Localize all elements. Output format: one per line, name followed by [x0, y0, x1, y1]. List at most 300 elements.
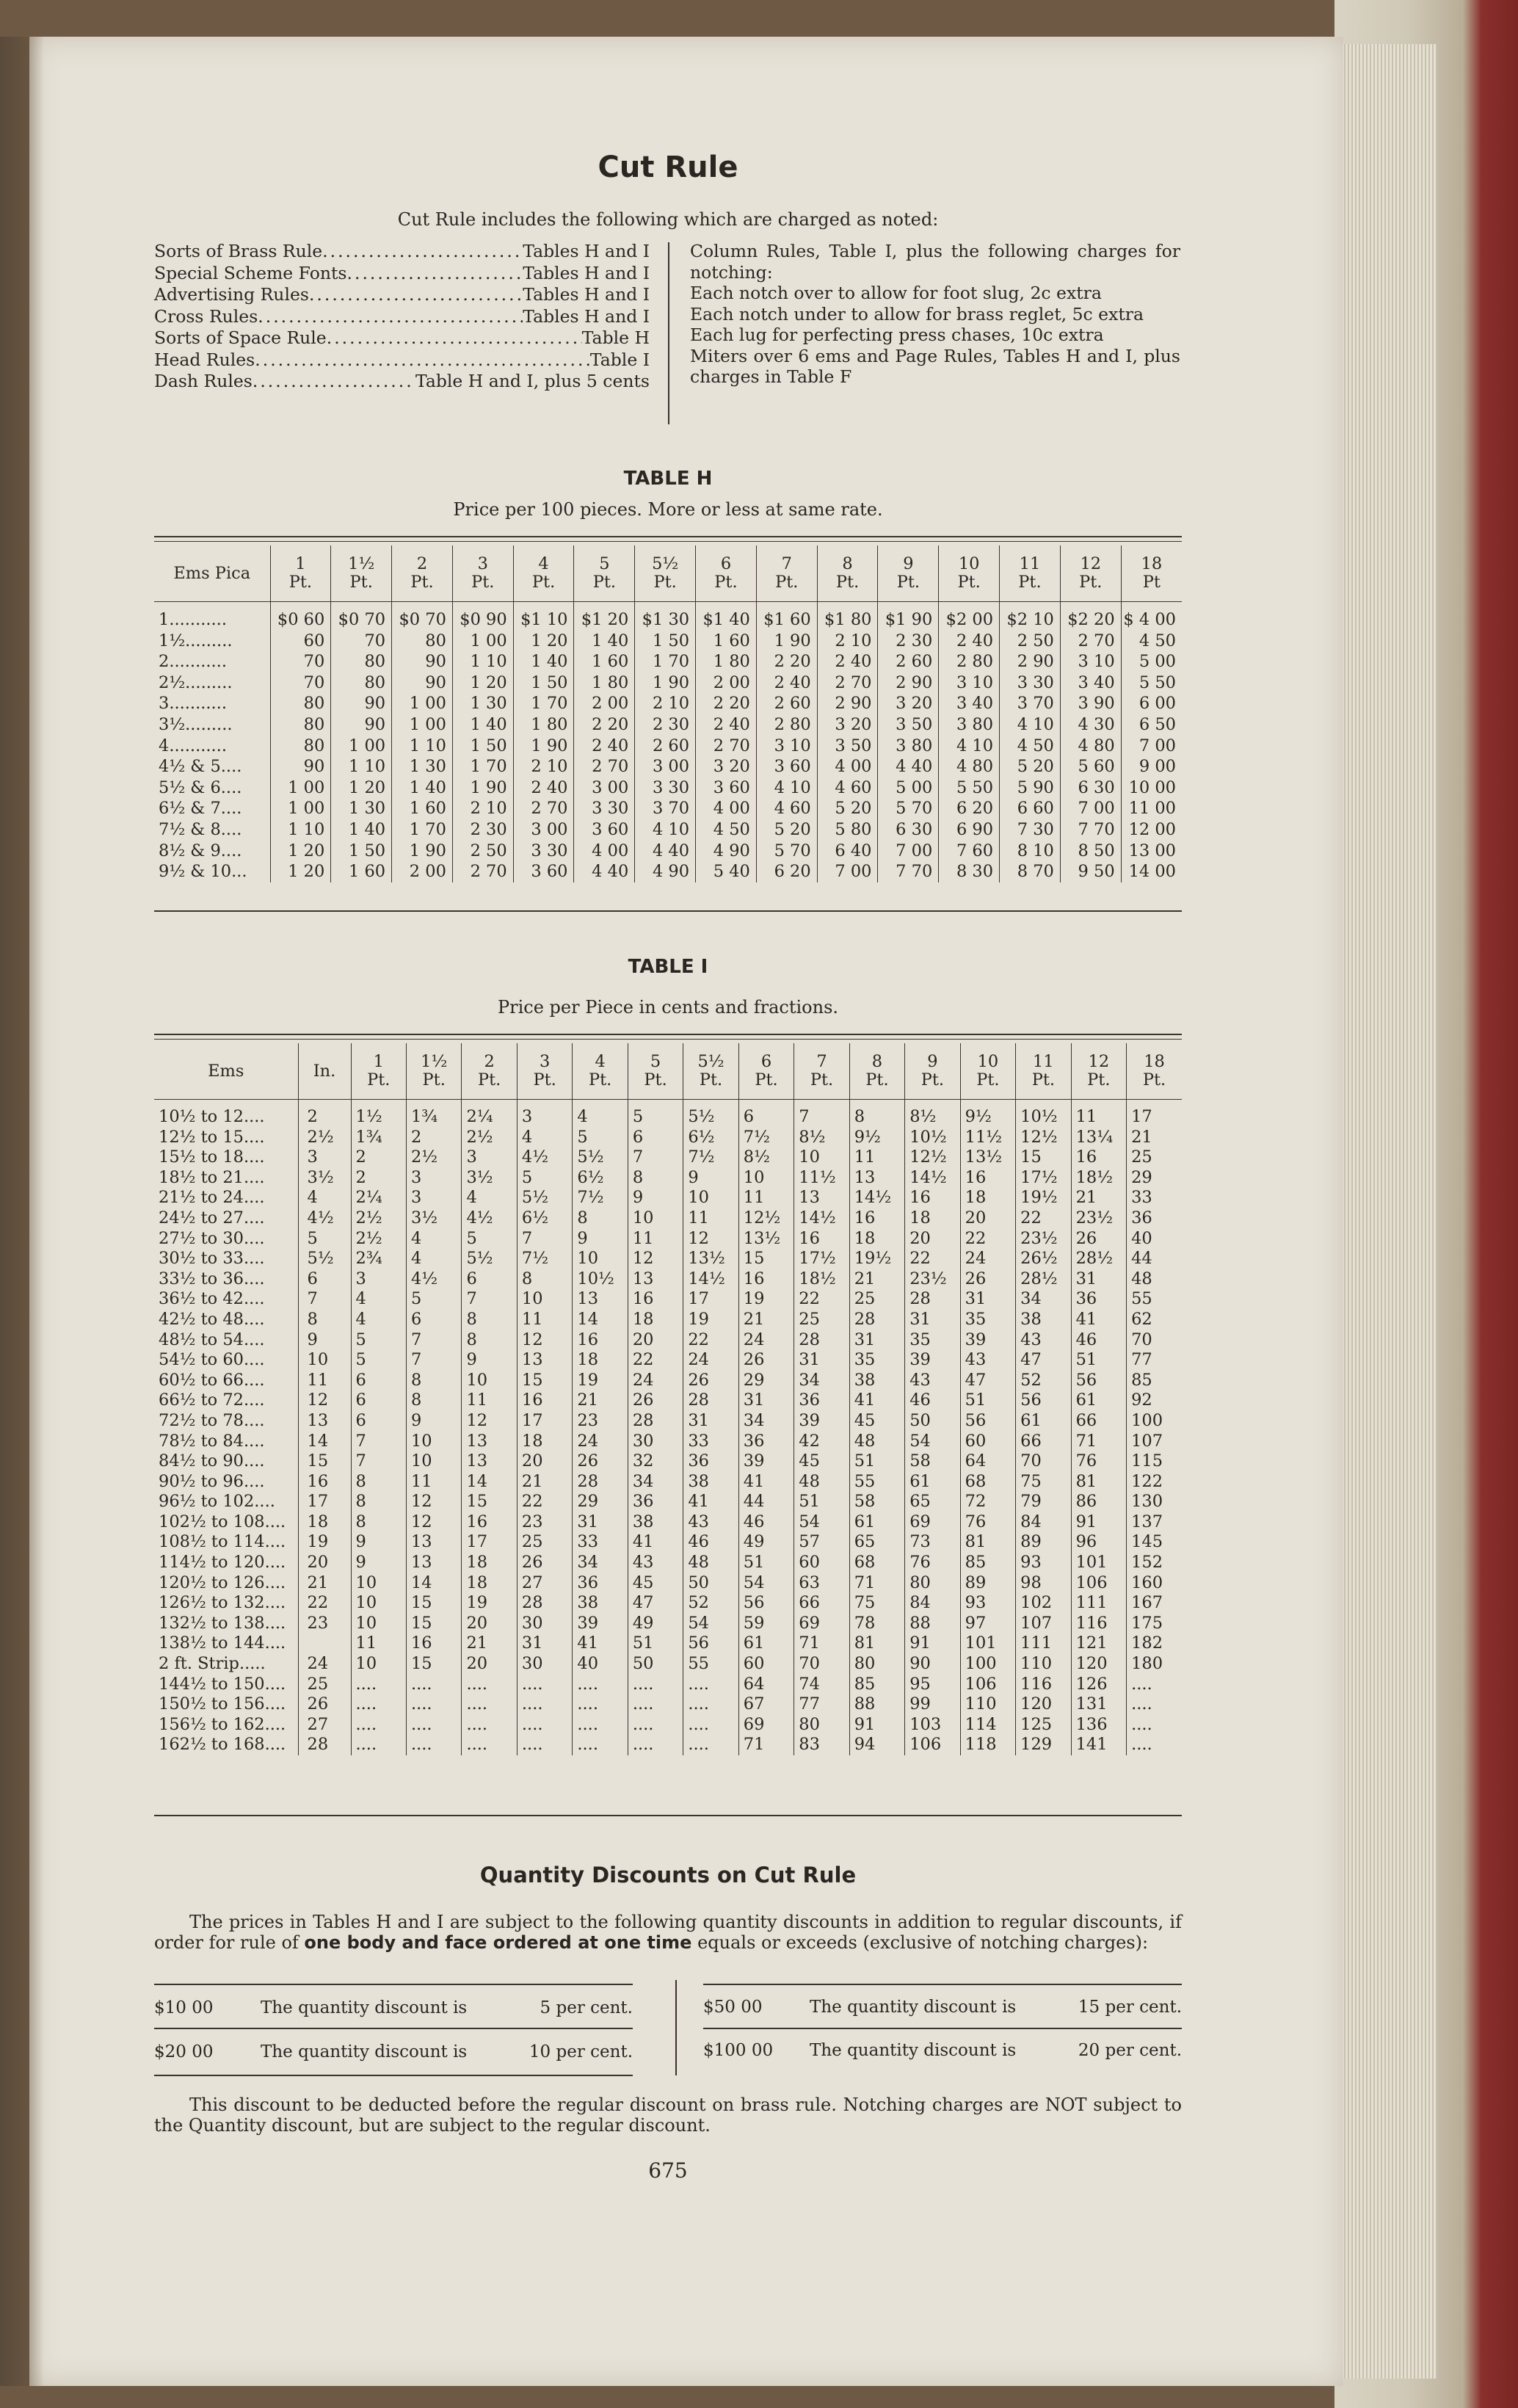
price-cell: 4 — [517, 1128, 572, 1148]
price-cell: 6½ — [573, 1168, 628, 1189]
price-cell: 1 70 — [392, 819, 453, 841]
row-label: 150½ to 156.... — [159, 1694, 286, 1714]
price-cell: 5 — [628, 1107, 683, 1128]
price-cell: 49 — [738, 1532, 794, 1553]
price-cell: 110 — [1016, 1654, 1071, 1675]
point-size: 11 — [1019, 554, 1041, 573]
discount-percent: 10 per cent. — [529, 2042, 633, 2061]
price-cell: 102 — [1016, 1593, 1071, 1614]
point-size: 10 — [977, 1052, 999, 1071]
column-divider — [668, 242, 669, 424]
header-point-size — [878, 545, 939, 602]
price-cell: $1 10 — [513, 609, 574, 631]
price-cell: 17 — [1127, 1107, 1182, 1128]
header-point-size — [1127, 1043, 1182, 1100]
inches-cell: 16 — [298, 1472, 351, 1493]
price-cell: 4 40 — [574, 861, 635, 882]
row-label: 54½ to 60.... — [159, 1350, 265, 1370]
price-cell: 17½ — [794, 1249, 849, 1269]
price-cell: 84 — [905, 1593, 960, 1614]
inches-cell: 4 — [298, 1188, 351, 1208]
table-row — [154, 1289, 1182, 1310]
row-label: 1½......... — [159, 631, 233, 650]
row-label: 2........... — [159, 652, 227, 672]
price-cell: 15 — [462, 1492, 517, 1512]
price-cell: 13 — [849, 1168, 904, 1189]
price-cell: 21 — [1127, 1128, 1182, 1148]
price-cell: 33 — [683, 1432, 738, 1452]
price-cell: 33 — [573, 1532, 628, 1553]
inches-cell: 4½ — [298, 1208, 351, 1229]
price-cell: 80 — [392, 631, 453, 652]
price-cell: 8 10 — [1000, 841, 1061, 862]
price-cell: 5 — [462, 1229, 517, 1250]
row-label: 33½ to 36.... — [159, 1269, 265, 1288]
price-cell: 15 — [738, 1249, 794, 1269]
price-cell: 24 — [628, 1371, 683, 1391]
price-cell: 11 — [517, 1310, 572, 1330]
price-cell: 71 — [738, 1735, 794, 1755]
price-cell: 66 — [1071, 1411, 1126, 1432]
price-cell: 7 — [406, 1350, 461, 1371]
point-unit: Pt. — [976, 1070, 1000, 1089]
row-label: 21½ to 24.... — [159, 1188, 265, 1208]
price-cell: 2 30 — [635, 714, 696, 736]
price-cell: 93 — [960, 1593, 1015, 1614]
price-cell: .... — [351, 1715, 406, 1736]
price-cell: 6 30 — [1060, 777, 1121, 799]
price-cell: 28½ — [1016, 1269, 1071, 1290]
inches-cell: 24 — [298, 1654, 351, 1675]
price-cell: 48 — [1127, 1269, 1182, 1290]
price-cell: 4 00 — [574, 841, 635, 862]
item-charge: Tables H and I — [523, 284, 650, 305]
row-label: 2 ft. Strip..... — [159, 1654, 266, 1674]
price-cell: 89 — [1016, 1532, 1071, 1553]
price-cell: 50 — [683, 1573, 738, 1594]
price-cell: 18 — [517, 1432, 572, 1452]
leader-dots — [258, 306, 523, 328]
price-cell: 81 — [960, 1532, 1015, 1553]
price-cell: 5 70 — [756, 841, 817, 862]
price-cell: 5 00 — [878, 777, 939, 799]
price-cell: 31 — [517, 1633, 572, 1654]
price-cell: 22 — [683, 1330, 738, 1351]
price-cell: 1 40 — [392, 777, 453, 799]
price-cell: 61 — [849, 1512, 904, 1533]
price-cell: 11 — [738, 1188, 794, 1208]
price-cell: 34 — [1016, 1289, 1071, 1310]
row-label: 3½......... — [159, 714, 233, 734]
inches-cell: 9 — [298, 1330, 351, 1351]
price-cell: 4 10 — [939, 736, 1000, 757]
price-cell: 60 — [270, 631, 331, 652]
price-cell: 31 — [738, 1390, 794, 1411]
row-label: 15½ to 18.... — [159, 1147, 265, 1167]
price-cell: 24 — [960, 1249, 1015, 1269]
price-cell: 80 — [270, 714, 331, 736]
price-cell: 12½ — [1016, 1128, 1071, 1148]
price-cell: 5 — [517, 1168, 572, 1189]
price-cell: 67 — [738, 1694, 794, 1715]
price-cell: 21 — [573, 1390, 628, 1411]
price-cell: 45 — [849, 1411, 904, 1432]
price-cell: 1 80 — [574, 672, 635, 694]
price-cell: 1 90 — [392, 841, 453, 862]
included-item — [154, 306, 650, 328]
price-cell: 18 — [462, 1573, 517, 1594]
row-label: 162½ to 168.... — [159, 1735, 286, 1755]
price-cell: 15 — [1016, 1147, 1071, 1168]
point-size: 9 — [927, 1052, 938, 1071]
price-cell: 88 — [849, 1694, 904, 1715]
price-cell: 3 20 — [878, 693, 939, 714]
price-cell: 4 — [462, 1188, 517, 1208]
price-cell: 20 — [462, 1654, 517, 1675]
price-cell: 10 — [406, 1432, 461, 1452]
point-size: 4 — [538, 554, 549, 573]
point-unit: Pt. — [1018, 573, 1042, 592]
point-unit: Pt. — [865, 1070, 889, 1089]
point-size: 9 — [903, 554, 914, 573]
inches-cell: 19 — [298, 1532, 351, 1553]
price-cell: 54 — [683, 1614, 738, 1634]
price-cell: 31 — [573, 1512, 628, 1533]
price-cell: 80 — [794, 1715, 849, 1736]
point-unit: Pt. — [644, 1070, 667, 1089]
price-cell: 26 — [628, 1390, 683, 1411]
price-cell: .... — [462, 1715, 517, 1736]
price-cell: 11 — [628, 1229, 683, 1250]
price-cell: 48 — [849, 1432, 904, 1452]
price-cell: 3 80 — [939, 714, 1000, 736]
price-cell: 46 — [905, 1390, 960, 1411]
price-cell: 51 — [628, 1633, 683, 1654]
price-cell: 41 — [849, 1390, 904, 1411]
inches-cell: 12 — [298, 1390, 351, 1411]
price-cell: 118 — [960, 1735, 1015, 1755]
price-cell: 2¾ — [351, 1249, 406, 1269]
price-cell: 2¼ — [462, 1107, 517, 1128]
inches-cell: 3 — [298, 1147, 351, 1168]
price-cell: 38 — [1016, 1310, 1071, 1330]
discount-amount: $50 00 — [703, 1998, 763, 2017]
price-cell: 3 60 — [513, 861, 574, 882]
price-cell: 85 — [960, 1553, 1015, 1573]
point-size: 2 — [416, 554, 428, 573]
price-cell: 2½ — [351, 1208, 406, 1229]
price-cell: 7 70 — [1060, 819, 1121, 841]
price-cell: 31 — [794, 1350, 849, 1371]
price-cell: 1 00 — [270, 798, 331, 819]
price-cell: .... — [1127, 1735, 1182, 1755]
discount-text: The quantity discount is — [261, 2042, 468, 2061]
inches-cell: 11 — [298, 1371, 351, 1391]
point-unit: Pt. — [755, 1070, 778, 1089]
price-cell: 86 — [1071, 1492, 1126, 1512]
price-cell: 80 — [905, 1573, 960, 1594]
price-cell: .... — [573, 1735, 628, 1755]
included-item — [154, 284, 650, 306]
price-cell: 2 70 — [452, 861, 513, 882]
price-cell: 9 — [573, 1229, 628, 1250]
price-cell: 8 — [351, 1472, 406, 1493]
price-cell: 41 — [573, 1633, 628, 1654]
price-cell: 91 — [905, 1633, 960, 1654]
price-cell: 43 — [683, 1512, 738, 1533]
price-cell: 51 — [1071, 1350, 1126, 1371]
price-cell: 77 — [1127, 1350, 1182, 1371]
price-cell: 34 — [794, 1371, 849, 1391]
price-cell: .... — [573, 1715, 628, 1736]
header-point-size — [452, 545, 513, 602]
price-cell: 68 — [960, 1472, 1015, 1493]
discount-percent: 5 per cent. — [540, 1998, 633, 2017]
table-row — [154, 1633, 1182, 1654]
point-size: 5½ — [652, 554, 679, 573]
row-label: 156½ to 162.... — [159, 1714, 286, 1734]
price-cell: 3 60 — [574, 819, 635, 841]
price-cell: 2 — [351, 1147, 406, 1168]
discounts-intro-bold: one body and face ordered at one time — [304, 1932, 692, 1953]
notching-note: Each notch under to allow for brass reglet, 5c extra — [690, 303, 1144, 324]
price-cell: 36 — [794, 1390, 849, 1411]
price-cell: 121 — [1071, 1633, 1126, 1654]
row-label: 90½ to 96.... — [159, 1471, 265, 1491]
price-cell: 64 — [960, 1451, 1015, 1472]
row-label: 9½ & 10... — [159, 862, 247, 882]
price-cell: 11 — [462, 1390, 517, 1411]
price-cell: 26½ — [1016, 1249, 1071, 1269]
price-cell: 76 — [1071, 1451, 1126, 1472]
price-cell: 1 40 — [574, 631, 635, 652]
price-cell: 42 — [794, 1432, 849, 1452]
row-label: 138½ to 144.... — [159, 1633, 286, 1653]
price-cell: 10½ — [905, 1128, 960, 1148]
table-i-title: TABLE I — [628, 956, 708, 978]
point-size: 8 — [842, 554, 853, 573]
price-cell: 1 30 — [331, 798, 392, 819]
price-cell: 77 — [794, 1694, 849, 1715]
inches-cell: 22 — [298, 1593, 351, 1614]
price-cell: .... — [683, 1694, 738, 1715]
table-i-subtitle: Price per Piece in cents and fractions. — [497, 997, 839, 1018]
price-cell: 22 — [517, 1492, 572, 1512]
price-cell: 6 — [406, 1310, 461, 1330]
price-cell: 80 — [331, 651, 392, 672]
point-size: 1½ — [421, 1052, 448, 1071]
row-label: 120½ to 126.... — [159, 1573, 286, 1592]
price-cell: 39 — [573, 1614, 628, 1634]
price-cell: 64 — [738, 1675, 794, 1695]
item-charge: Tables H and I — [523, 241, 650, 261]
price-cell: 2 20 — [756, 651, 817, 672]
price-cell: 30 — [517, 1654, 572, 1675]
price-cell: 24 — [738, 1330, 794, 1351]
table-row — [154, 1107, 1182, 1128]
price-cell: 114 — [960, 1715, 1015, 1736]
price-cell: 3 30 — [635, 777, 696, 799]
price-cell: 57 — [794, 1532, 849, 1553]
table-row — [154, 1553, 1182, 1573]
price-cell: 6 30 — [878, 819, 939, 841]
price-cell: 1 20 — [270, 861, 331, 882]
table-h-title: TABLE H — [623, 468, 713, 490]
price-cell: 3 20 — [696, 756, 757, 777]
price-cell: 8 50 — [1060, 841, 1121, 862]
price-cell: .... — [406, 1715, 461, 1736]
price-cell: 6 — [351, 1411, 406, 1432]
price-cell: 6 90 — [939, 819, 1000, 841]
price-cell: 26 — [1071, 1229, 1126, 1250]
price-cell: 110 — [960, 1694, 1015, 1715]
price-cell: 1 70 — [513, 693, 574, 714]
price-cell: 4 10 — [756, 777, 817, 799]
price-cell: 11 — [683, 1208, 738, 1229]
item-charge: Tables H and I — [523, 305, 650, 327]
price-cell: 7 60 — [939, 841, 1000, 862]
price-cell: 4 90 — [696, 841, 757, 862]
point-unit: Pt. — [896, 573, 920, 592]
price-cell: 5 — [573, 1128, 628, 1148]
table-row — [154, 841, 1182, 862]
price-cell: 34 — [738, 1411, 794, 1432]
price-cell: .... — [351, 1735, 406, 1755]
price-cell: 7 00 — [1060, 798, 1121, 819]
price-cell: 3 10 — [1060, 651, 1121, 672]
price-cell: 14 — [462, 1472, 517, 1493]
price-cell: 11 — [351, 1633, 406, 1654]
header-point-size — [960, 1043, 1015, 1100]
discount-percent: 20 per cent. — [1078, 2041, 1182, 2060]
point-size: 18 — [1141, 554, 1163, 573]
price-cell: 91 — [849, 1715, 904, 1736]
notching-note: Miters over 6 ems and Page Rules, Tables H and I, plus charges in Table F — [690, 345, 1180, 387]
price-cell: 51 — [960, 1390, 1015, 1411]
row-label: 12½ to 15.... — [159, 1127, 265, 1147]
header-point-size — [517, 1043, 572, 1100]
price-cell: 50 — [628, 1654, 683, 1675]
price-cell: 10 00 — [1121, 777, 1182, 799]
item-charge: Tables H and I — [523, 262, 650, 283]
point-unit: Pt. — [835, 573, 860, 592]
row-label: 144½ to 150.... — [159, 1674, 286, 1694]
price-cell: 52 — [1016, 1371, 1071, 1391]
price-cell: 116 — [1016, 1675, 1071, 1695]
price-cell: 1 00 — [331, 736, 392, 757]
price-cell: 14 — [573, 1310, 628, 1330]
price-cell: 31 — [1071, 1269, 1126, 1290]
point-unit: Pt. — [714, 573, 738, 592]
price-cell: 71 — [849, 1573, 904, 1594]
price-cell: 56 — [683, 1633, 738, 1654]
price-cell: 16 — [960, 1168, 1015, 1189]
header-point-size — [683, 1043, 738, 1100]
point-unit: Pt. — [288, 573, 313, 592]
price-cell: 5 50 — [1121, 672, 1182, 694]
price-cell: 81 — [1071, 1472, 1126, 1493]
price-cell: 6 — [351, 1390, 406, 1411]
price-cell: 13¼ — [1071, 1128, 1126, 1148]
price-cell: 20 — [462, 1614, 517, 1634]
price-cell: 7 — [628, 1147, 683, 1168]
price-cell: 80 — [270, 736, 331, 757]
point-unit: Pt. — [533, 1070, 556, 1089]
point-unit: Pt. — [1087, 1070, 1111, 1089]
price-cell: 2 00 — [392, 861, 453, 882]
discount-item-3 — [703, 1998, 1182, 2017]
price-cell: 4 60 — [817, 777, 878, 799]
price-cell: 12½ — [905, 1147, 960, 1168]
price-cell: 17 — [517, 1411, 572, 1432]
price-cell: 6 50 — [1121, 714, 1182, 736]
price-cell: 5 70 — [878, 798, 939, 819]
inches-cell: 20 — [298, 1553, 351, 1573]
price-cell: 2 40 — [696, 714, 757, 736]
price-cell: 2¼ — [351, 1188, 406, 1208]
price-cell: 3 30 — [574, 798, 635, 819]
price-cell: 41 — [738, 1472, 794, 1493]
table-row — [154, 1249, 1182, 1269]
discount-rule-left-top — [154, 1984, 633, 1985]
price-cell: 56 — [738, 1593, 794, 1614]
price-cell: 35 — [849, 1350, 904, 1371]
price-cell: 3 30 — [513, 841, 574, 862]
price-cell: 21 — [1071, 1188, 1126, 1208]
price-cell: 41 — [1071, 1310, 1126, 1330]
price-cell: 1 50 — [635, 631, 696, 652]
price-cell: 16 — [905, 1188, 960, 1208]
price-cell: 3 50 — [878, 714, 939, 736]
price-cell: 6 20 — [756, 861, 817, 882]
leader-dots — [309, 284, 523, 306]
price-cell: 6 00 — [1121, 693, 1182, 714]
price-cell: 43 — [960, 1350, 1015, 1371]
point-unit: Pt. — [810, 1070, 834, 1089]
header-point-size — [331, 545, 392, 602]
discount-item-2 — [154, 2042, 633, 2061]
table-row — [154, 693, 1182, 714]
price-cell: 35 — [905, 1330, 960, 1351]
price-cell: 34 — [573, 1553, 628, 1573]
item-charge: Table I — [589, 349, 650, 370]
price-cell: 4 10 — [635, 819, 696, 841]
discount-rule-left-bottom — [154, 2075, 633, 2076]
price-cell: 175 — [1127, 1614, 1182, 1634]
price-cell: 13 — [573, 1289, 628, 1310]
price-cell: 34 — [628, 1472, 683, 1493]
price-cell: 19 — [573, 1371, 628, 1391]
point-unit: Pt. — [957, 573, 981, 592]
price-cell: 3 50 — [817, 736, 878, 757]
row-label: 7½ & 8.... — [159, 819, 242, 839]
point-size: 7 — [816, 1052, 827, 1071]
price-cell: 14½ — [905, 1168, 960, 1189]
price-cell: 20 — [517, 1451, 572, 1472]
price-cell: 103 — [905, 1715, 960, 1736]
price-cell: 3½ — [462, 1168, 517, 1189]
price-cell: .... — [628, 1715, 683, 1736]
price-cell: 4 10 — [1000, 714, 1061, 736]
price-cell: 116 — [1071, 1614, 1126, 1634]
price-cell: 25 — [849, 1289, 904, 1310]
price-cell: 30 — [628, 1432, 683, 1452]
price-cell: 2 90 — [817, 693, 878, 714]
price-cell: 11 — [849, 1147, 904, 1168]
price-cell: 2 40 — [574, 736, 635, 757]
table-i-top-rule — [154, 1034, 1182, 1040]
price-cell: 5½ — [517, 1188, 572, 1208]
